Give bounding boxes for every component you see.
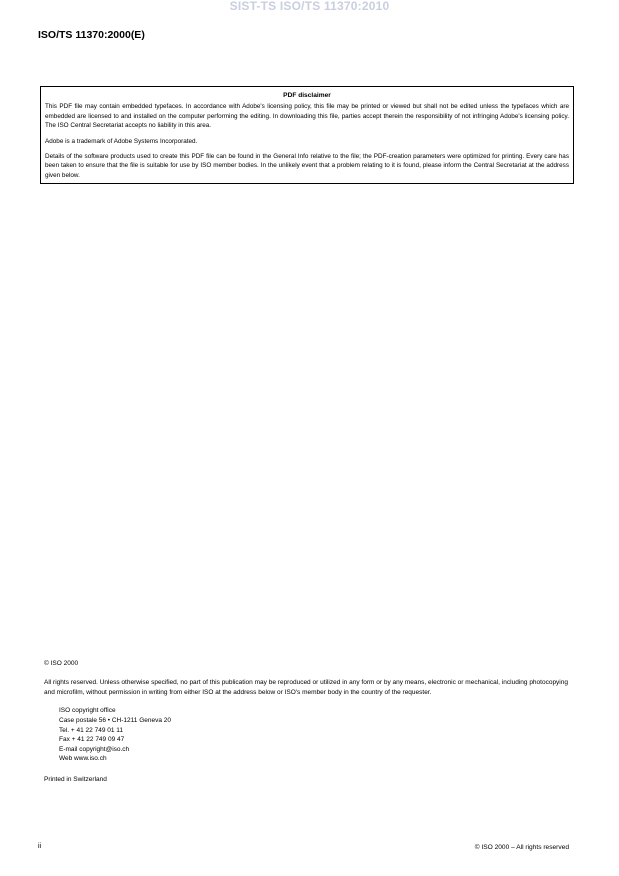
address-line-email: E-mail copyright@iso.ch xyxy=(59,745,130,753)
printed-in-text: Printed in Switzerland xyxy=(44,775,107,783)
disclaimer-paragraph-software: Details of the software products used to create this PDF file can be found in the General Info relative to the file; the PDF-creation parameters were optimized for printing. Every care has been taken to ensure that the file is suitable for use by ISO member bodies. In the unlikely event that a problem relating to it is found, please inform the Central Secretariat at the address given below. xyxy=(45,153,569,179)
pdf-disclaimer-box xyxy=(40,86,574,184)
watermark-text: SIST-TS ISO/TS 11370:2010 xyxy=(229,0,390,13)
copyright-block xyxy=(44,659,568,785)
address-line-web: Web www.iso.ch xyxy=(59,755,107,763)
copyright-office-address xyxy=(59,706,568,764)
address-line-postal: Case postale 56 • CH-1211 Geneva 20 xyxy=(59,716,172,724)
rights-reserved-text: All rights reserved. Unless otherwise specified, no part of this publication may be reproduced or utilized in any form or by any means, electronic or mechanical, including photocopying and microfilm, without permission in writing from either ISO at the address below or ISO's member body in the country of the requester. xyxy=(44,678,568,696)
document-id: ISO/TS 11370:2000(E) xyxy=(38,29,145,41)
disclaimer-title: PDF disclaimer xyxy=(283,92,331,99)
copyright-line: © ISO 2000 xyxy=(44,660,79,667)
address-line-fax: Fax + 41 22 749 09 47 xyxy=(59,736,125,744)
address-line-office: ISO copyright office xyxy=(59,707,116,715)
footer-copyright: © ISO 2000 – All rights reserved xyxy=(474,844,569,851)
disclaimer-paragraph-typefaces: This PDF file may contain embedded typefaces. In accordance with Adobe's licensing policy, this file may be printed or viewed but shall not be edited unless the typefaces which are embedded are licensed to and installed on the computer performing the editing. In downloading this file, parties accept therein the responsibility of not infringing Adobe's licensing policy. The ISO Central Secretariat accepts no liability in this area. xyxy=(45,103,569,130)
address-line-tel: Tel. + 41 22 749 01 11 xyxy=(59,726,124,734)
page-number: ii xyxy=(38,843,42,850)
disclaimer-paragraph-trademark: Adobe is a trademark of Adobe Systems Incorporated. xyxy=(45,137,198,145)
